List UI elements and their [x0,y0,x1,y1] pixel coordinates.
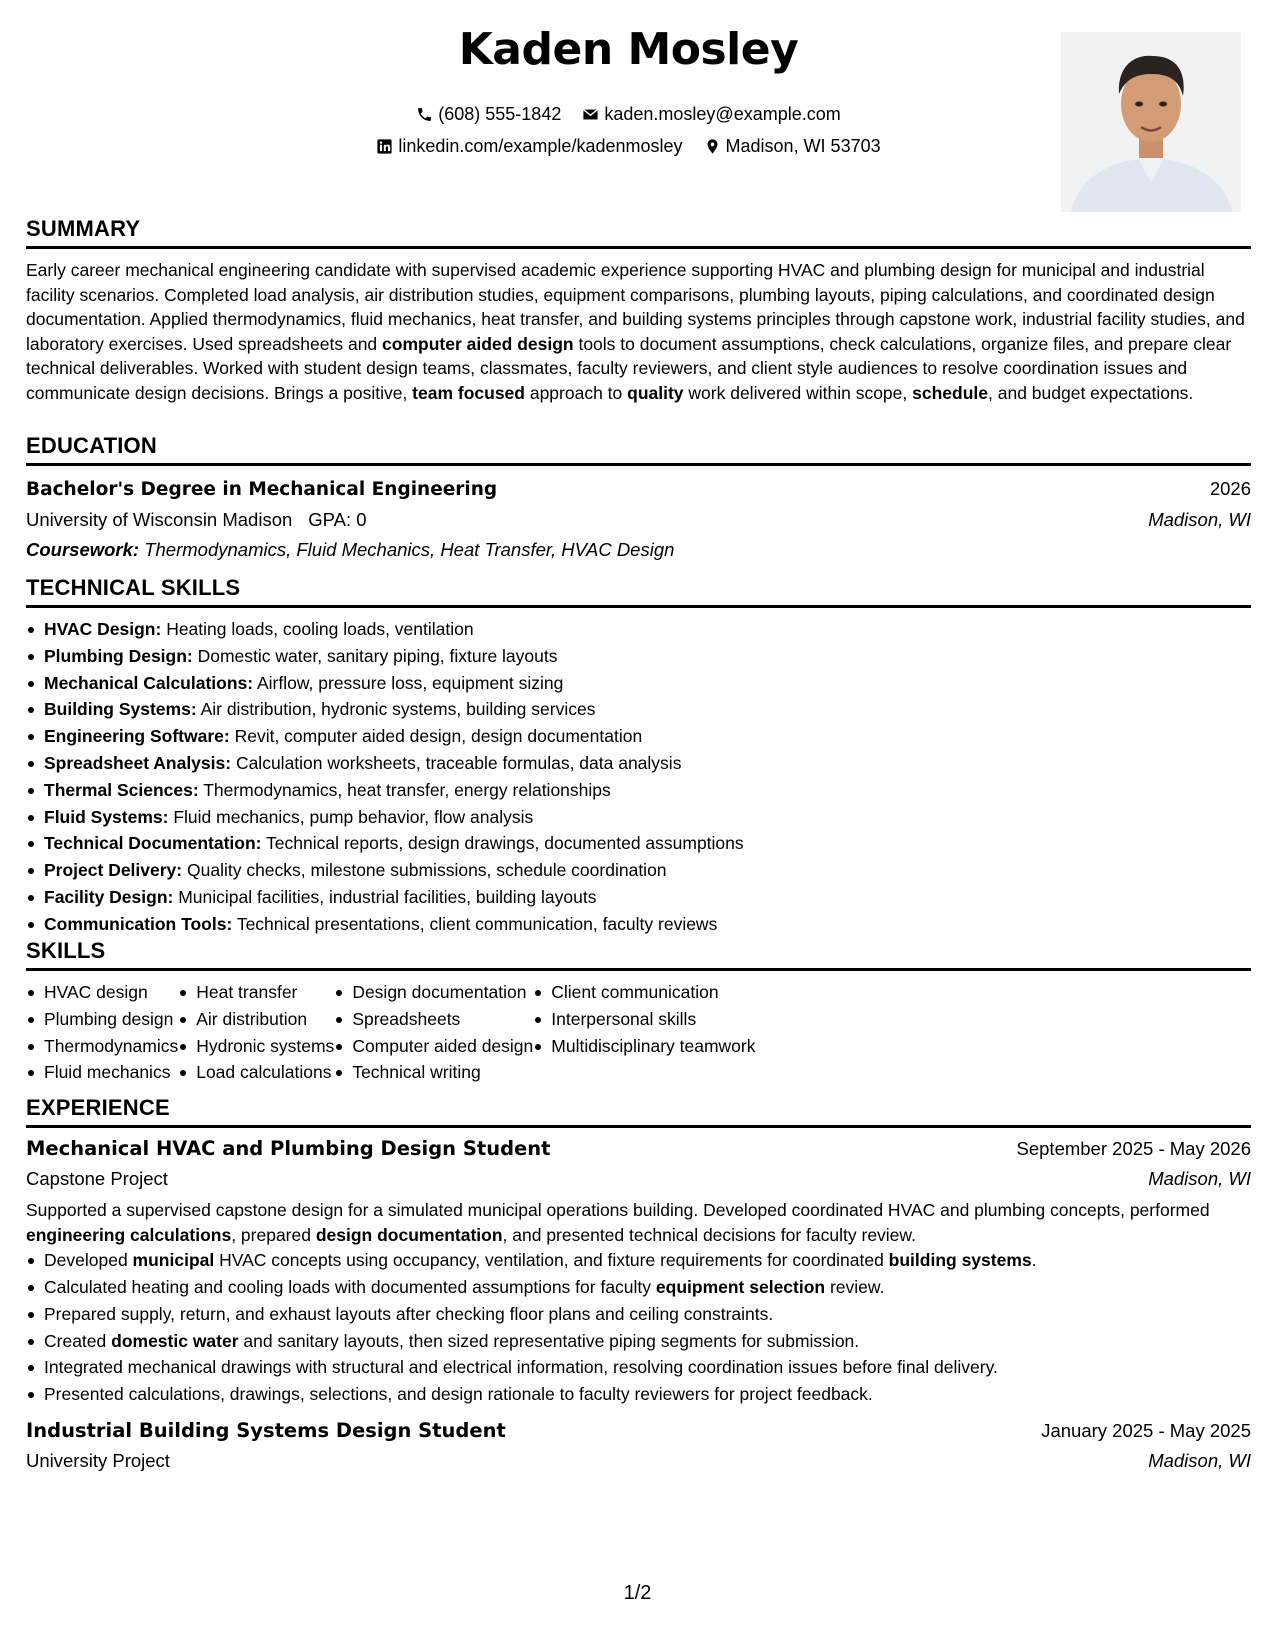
experience-section [26,1095,1251,1476]
technical-skill-label: Building Systems: [44,699,197,720]
technical-skill-item [26,884,1251,911]
technical-skill-item [26,670,1251,697]
education-section [26,433,1251,565]
job-1-bullet [26,1247,1251,1274]
skill-item: Design documentation [334,979,533,1006]
job-1-description-segment: Supported a supervised capstone design for a simulated municipal operations building. Developed coordinated HVAC and plumbing concepts, performed [26,1200,1210,1220]
job-2-org: University Project [26,1449,170,1471]
job-1-bullet-segment: review. [825,1276,885,1297]
technical-skill-detail: Heating loads, cooling loads, ventilation [161,619,474,639]
skill-item: Load calculations [178,1059,334,1086]
job-1-bullet-segment: and sanitary layouts, then sized representative piping segments for submission. [238,1330,860,1351]
technical-skill-detail: Quality checks, milestone submissions, schedule coordination [182,860,667,881]
technical-skill-item [26,696,1251,723]
job-1-bullet-segment: . [1031,1250,1037,1271]
skills-grid [26,979,1251,1086]
skill-item: Plumbing design [26,1006,178,1033]
technical-skill-detail: Fluid mechanics, pump behavior, flow analysis [168,806,534,827]
technical-skill-item [26,830,1251,857]
summary-bold-segment: quality [627,382,684,403]
linkedin-contact[interactable] [376,135,682,157]
job-1-description-bold-segment: design documentation [315,1224,503,1245]
summary-bold-segment: schedule [912,382,988,403]
job-1-bullet [26,1354,1251,1381]
job-1-bullet-segment: Prepared supply, return, and exhaust layouts after checking floor plans and ceiling constraints. [44,1303,774,1324]
job-1-header [26,1134,1251,1164]
gpa: GPA: 0 [308,509,367,530]
technical-skill-item [26,804,1251,831]
linkedin-icon [376,138,393,155]
job-1-bullet [26,1301,1251,1328]
skills-heading: SKILLS [26,938,1251,971]
summary-bold-segment: computer aided design [382,333,574,354]
job-1-bullet-segment: Calculated heating and cooling loads with documented assumptions for faculty [44,1276,656,1297]
technical-skill-detail: Air distribution, hydronic systems, building services [196,699,596,720]
job-1-org: Capstone Project [26,1168,168,1189]
technical-skill-detail: Municipal facilities, industrial facilities, building layouts [173,886,597,907]
job-1-bullet [26,1381,1251,1408]
technical-skill-label: HVAC Design: [44,619,162,639]
technical-skill-item [26,616,1251,643]
location-pin-icon [704,138,721,155]
location-text: Madison, WI 53703 [725,136,881,156]
email-contact[interactable] [582,103,840,125]
job-1-description-bold-segment: engineering calculations [26,1224,232,1245]
skill-item: Hydronic systems [178,1033,334,1060]
technical-skill-detail: Domestic water, sanitary piping, fixture layouts [192,645,558,666]
phone-contact[interactable] [416,103,561,125]
summary-section [26,216,1251,406]
job-1-bullets [26,1247,1251,1408]
job-1-dates: September 2025 - May 2026 [1016,1138,1251,1159]
candidate-name: Kaden Mosley [458,24,799,75]
school-location: Madison, WI [1148,509,1251,530]
summary-segment: approach to [524,382,628,403]
job-1-location: Madison, WI [1148,1168,1251,1189]
job-1-bullet-segment: Presented calculations, drawings, selections, and design rationale to faculty reviewers for project feedback. [44,1384,873,1405]
phone-icon [416,106,433,123]
job-1-bullet-segment: HVAC concepts using occupancy, ventilation, and fixture requirements for coordinated [214,1250,889,1271]
job-1-bullet-bold-segment: municipal [132,1250,215,1271]
job-1-bullet-segment: Integrated mechanical drawings with structural and electrical information, resolving coordination issues before final delivery. [44,1357,998,1378]
job-1-bullet [26,1328,1251,1355]
coursework-label: Coursework: [26,539,140,560]
skill-item: Air distribution [178,1006,334,1033]
job-1-description-segment: , and presented technical decisions for faculty review. [502,1224,916,1245]
technical-skill-detail: Technical presentations, client communication, faculty reviews [232,913,718,934]
summary-bold-segment: team focused [412,382,525,403]
technical-skill-item [26,723,1251,750]
job-1-bullet-bold-segment: equipment selection [655,1276,826,1297]
job-2-header [26,1416,1251,1446]
summary-segment: work delivered within scope, [683,382,913,403]
technical-skill-label: Plumbing Design: [44,645,193,666]
summary-segment: , and budget expectations. [988,382,1194,403]
skill-item: Thermodynamics [26,1033,178,1060]
skill-item: Computer aided design [334,1033,533,1060]
technical-skill-item [26,750,1251,777]
technical-skill-label: Project Delivery: [44,860,183,881]
skills-section [26,938,1251,1086]
job-2-title: Industrial Building Systems Design Student [26,1418,506,1442]
school-info [26,505,367,535]
summary-segment: Early career mechanical engineering candidate with supervised academic experience supporting HVAC and plumbing design for municipal and industrial facility scenarios. Completed load analysis, air distribution studies, equipment comparisons, plumbing layouts, piping calculations, and coordinated design documentation. Applied thermodynamics, fluid mechanics, heat transfer, and building systems principles through capstone work, industrial facility studies, and laboratory exercises. Used spreadsheets and [26,260,1245,354]
job-1-title: Mechanical HVAC and Plumbing Design Student [26,1137,551,1160]
coursework-line [26,535,1251,565]
skills-column [334,979,533,1086]
job-2-dates: January 2025 - May 2025 [1041,1419,1251,1441]
technical-skill-label: Technical Documentation: [44,833,262,854]
contact-line-2 [26,135,1231,160]
envelope-icon [582,106,599,123]
summary-heading: SUMMARY [26,216,1251,249]
technical-skill-item [26,911,1251,938]
skill-item: Fluid mechanics [26,1059,178,1086]
technical-skill-item [26,857,1251,884]
location-contact [704,135,881,157]
technical-skill-detail: Thermodynamics, heat transfer, energy relationships [198,779,611,800]
job-1 [26,1134,1251,1408]
email-text: kaden.mosley@example.com [604,104,841,124]
technical-skill-label: Mechanical Calculations: [44,672,254,693]
job-1-bullet-bold-segment: building systems [888,1250,1032,1271]
skill-item: Interpersonal skills [533,1006,755,1033]
technical-skill-label: Spreadsheet Analysis: [44,752,232,773]
job-1-bullet [26,1274,1251,1301]
job-2-location: Madison, WI [1148,1449,1251,1471]
technical-skills-section [26,575,1251,938]
job-1-description [26,1198,1251,1247]
skill-item: Multidisciplinary teamwork [533,1033,755,1060]
school-row [26,505,1251,535]
technical-skill-item [26,643,1251,670]
linkedin-text: linkedin.com/example/kadenmosley [398,136,683,156]
job-1-description-segment: , prepared [231,1224,316,1245]
skill-item: Client communication [533,979,755,1006]
page-number: 1/2 [623,1582,652,1604]
job-2-subheader [26,1446,1251,1476]
technical-skill-label: Engineering Software: [44,726,230,747]
skill-item: Spreadsheets [334,1006,533,1033]
skills-column [178,979,334,1086]
graduation-year: 2026 [1209,478,1251,499]
phone-text: (608) 555-1842 [438,104,562,124]
technical-skills-heading: TECHNICAL SKILLS [26,575,1251,608]
contact-line-1 [26,103,1231,128]
degree-name: Bachelor's Degree in Mechanical Engineering [26,479,498,500]
skill-item: Heat transfer [178,979,334,1006]
education-heading: EDUCATION [26,433,1251,466]
skills-column [26,979,178,1086]
technical-skill-item [26,777,1251,804]
technical-skill-detail: Technical reports, design drawings, documented assumptions [261,833,744,854]
skills-column [533,979,755,1086]
technical-skill-detail: Revit, computer aided design, design documentation [229,726,643,747]
job-1-bullet-bold-segment: domestic water [111,1330,239,1351]
job-2 [26,1416,1251,1476]
degree-row [26,474,1251,505]
technical-skill-detail: Airflow, pressure loss, equipment sizing [253,672,564,693]
technical-skill-label: Communication Tools: [44,913,233,934]
summary-text [26,258,1251,406]
job-1-bullet-segment: Developed [44,1250,133,1271]
experience-heading: EXPERIENCE [26,1095,1251,1128]
resume-header [26,22,1231,212]
technical-skill-label: Fluid Systems: [44,806,169,827]
coursework-list: Thermodynamics, Fluid Mechanics, Heat Transfer, HVAC Design [144,539,675,560]
school-name: University of Wisconsin Madison [26,509,293,530]
technical-skill-label: Facility Design: [44,886,174,907]
skill-item: HVAC design [26,979,178,1006]
technical-skills-list [26,616,1251,938]
profile-photo [1061,32,1241,212]
summary-segment: tools to document assumptions, check calculations, organize files, and prepare clear technical deliverables. Worked with student design teams, classmates, faculty reviewers, and client style audiences to resolve coordination issues and communicate design decisions. Brings a positive, [26,333,1232,403]
technical-skill-label: Thermal Sciences: [44,779,199,800]
job-1-bullet-segment: Created [44,1330,112,1351]
technical-skill-detail: Calculation worksheets, traceable formulas, data analysis [231,752,682,773]
job-1-subheader [26,1164,1251,1194]
skill-item: Technical writing [334,1059,533,1086]
